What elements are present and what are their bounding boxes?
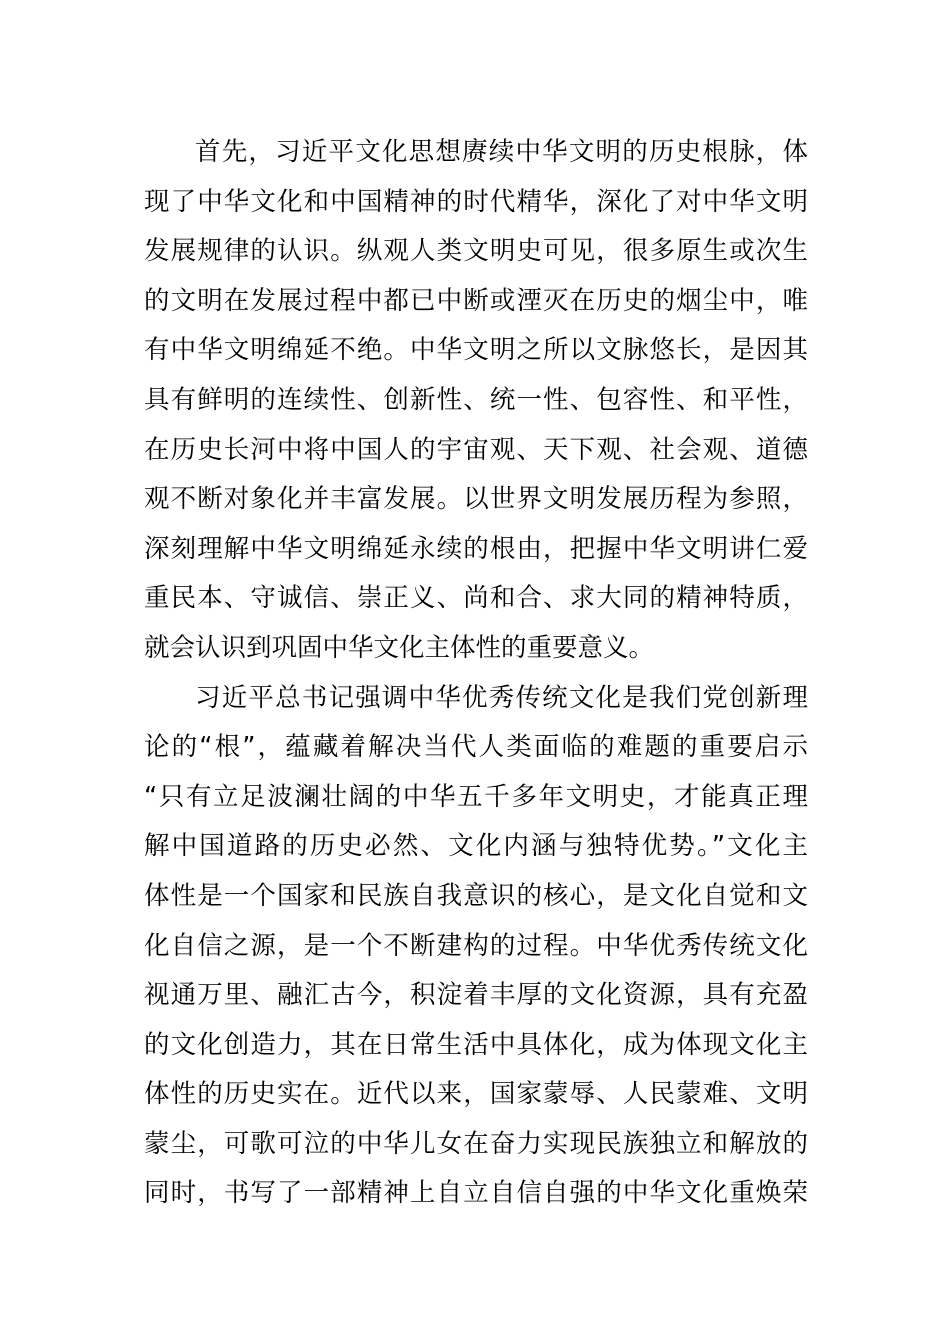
text-line: 解中国道路的历史必然、文化内涵与独特优势。”文化主 (144, 831, 808, 862)
text-line: 的文明在发展过程中都已中断或湮灭在历史的烟尘中，唯 (144, 285, 808, 316)
text-line: 体性是一个国家和民族自我意识的核心，是文化自觉和文 (144, 880, 808, 911)
text-line: 发展规律的认识。纵观人类文明史可见，很多原生或次生 (144, 236, 808, 267)
text-line: 论的“根”，蕴藏着解决当代人类面临的难题的重要启示 (144, 732, 808, 763)
text-line: 首先，习近平文化思想赓续中华文明的历史根脉，体 (195, 137, 808, 167)
paragraph-2 (144, 674, 808, 1220)
paragraph-1 (144, 128, 808, 674)
text-line: 视通万里、融汇古今，积淀着丰厚的文化资源，具有充盈 (144, 980, 808, 1011)
text-line: 有中华文明绵延不绝。中华文明之所以文脉悠长，是因其 (144, 335, 808, 366)
text-line: 在历史长河中将中国人的宇宙观、天下观、社会观、道德 (144, 434, 808, 465)
text-line: 习近平总书记强调中华优秀传统文化是我们党创新理 (195, 682, 808, 713)
text-line: “只有立足波澜壮阔的中华五千多年文明史，才能真正理 (144, 781, 808, 812)
text-line: 现了中华文化和中国精神的时代精华，深化了对中华文明 (144, 186, 808, 217)
text-line: 同时，书写了一部精神上自立自信自强的中华文化重焕荣 (144, 1178, 808, 1209)
text-line: 体性的历史实在。近代以来，国家蒙辱、人民蒙难、文明 (144, 1079, 808, 1110)
text-line: 化自信之源，是一个不断建构的过程。中华优秀传统文化 (144, 930, 808, 961)
text-line: 蒙尘，可歌可泣的中华儿女在奋力实现民族独立和解放的 (144, 1128, 808, 1159)
document-body (144, 128, 808, 1219)
text-line: 深刻理解中华文明绵延永续的根由，把握中华文明讲仁爱 (144, 533, 808, 564)
text-line: 的文化创造力，其在日常生活中具体化，成为体现文化主 (144, 1029, 808, 1060)
text-line: 重民本、守诚信、崇正义、尚和合、求大同的精神特质， (144, 583, 808, 614)
text-line: 观不断对象化并丰富发展。以世界文明发展历程为参照， (144, 484, 808, 515)
text-line: 就会认识到巩固中华文化主体性的重要意义。 (144, 632, 655, 663)
text-line: 具有鲜明的连续性、创新性、统一性、包容性、和平性， (144, 384, 808, 415)
